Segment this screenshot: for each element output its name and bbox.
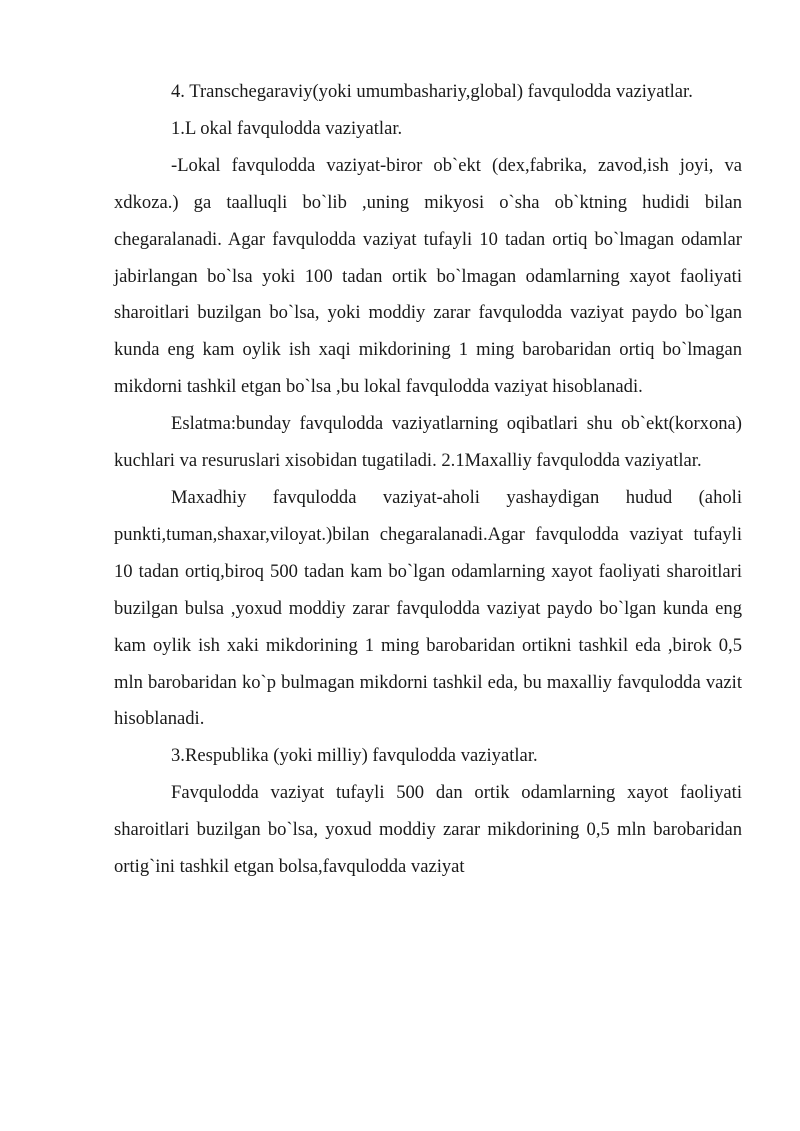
paragraph-republic-definition: Favqulodda vaziyat tufayli 500 dan ortik odamlarning xayot faoliyati sharoitlari buzilgan bo`lsa, yoxud moddiy zarar mikdorining 0,5 mln barobaridan ortig`ini tashkil etgan bolsa,favqulodda vaziyat xyxy=(114,782,742,878)
paragraph-local-heading: 1.L okal favqulodda vaziyatlar. xyxy=(171,117,403,139)
paragraph-note: Eslatma:bunday favqulodda vaziyatlarning oqibatlari shu ob`ekt(korxona) kuchlari va resuruslari xisobidan tugatiladi. 2.1Maxalliy favqulodda vaziyatlar. xyxy=(114,413,742,472)
paragraph-local-definition: -Lokal favqulodda vaziyat-biror ob`ekt (dex,fabrika, zavod,ish joyi, va xdkoza.) ga taalluqli bo`lib ,uning mikyosi o`sha ob`ktning hudidi bilan chegaralanadi. Agar favqulodda vaziyat tufayli 10 tadan ortiq bo`lmagan odamlar jabirlangan bo`lsa yoki 100 tadan ortik bo`lmagan odamlarning xayot faoliyati sharoitlari buzilgan bo`lsa, yoki moddiy zarar favqulodda vaziyat paydo bo`lgan kunda eng kam oylik ish xaqi mikdorining 1 ming barobaridan ortiq bo`lmagan mikdorni tashkil etgan bo`lsa ,bu lokal favqulodda vaziyat hisoblanadi. xyxy=(114,154,742,398)
paragraph-transboundary-heading: 4. Transchegaraviy(yoki umumbashariy,global) favqulodda vaziyatlar. xyxy=(171,81,693,102)
document-body xyxy=(114,74,742,886)
paragraph-republic-heading: 3.Respublika (yoki milliy) favqulodda vaziyatlar. xyxy=(171,745,538,767)
paragraph-local-area-definition: Maxadhiy favqulodda vaziyat-aholi yashaydigan hudud (aholi punkti,tuman,shaxar,viloyat.)bilan chegaralanadi.Agar favqulodda vaziyat tufayli 10 tadan ortiq,biroq 500 tadan kam bo`lgan odamlarning xayot faoliyati sharoitlari buzilgan bulsa ,yoxud moddiy zarar favqulodda vaziyat paydo bo`lgan kunda eng kam oylik ish xaki mikdorining 1 ming barobaridan ortikni tashkil eda ,birok 0,5 mln barobaridan ko`p bulmagan mikdorni tashkil eda, bu maxalliy favqulodda vazit hisoblanadi. xyxy=(114,486,742,730)
